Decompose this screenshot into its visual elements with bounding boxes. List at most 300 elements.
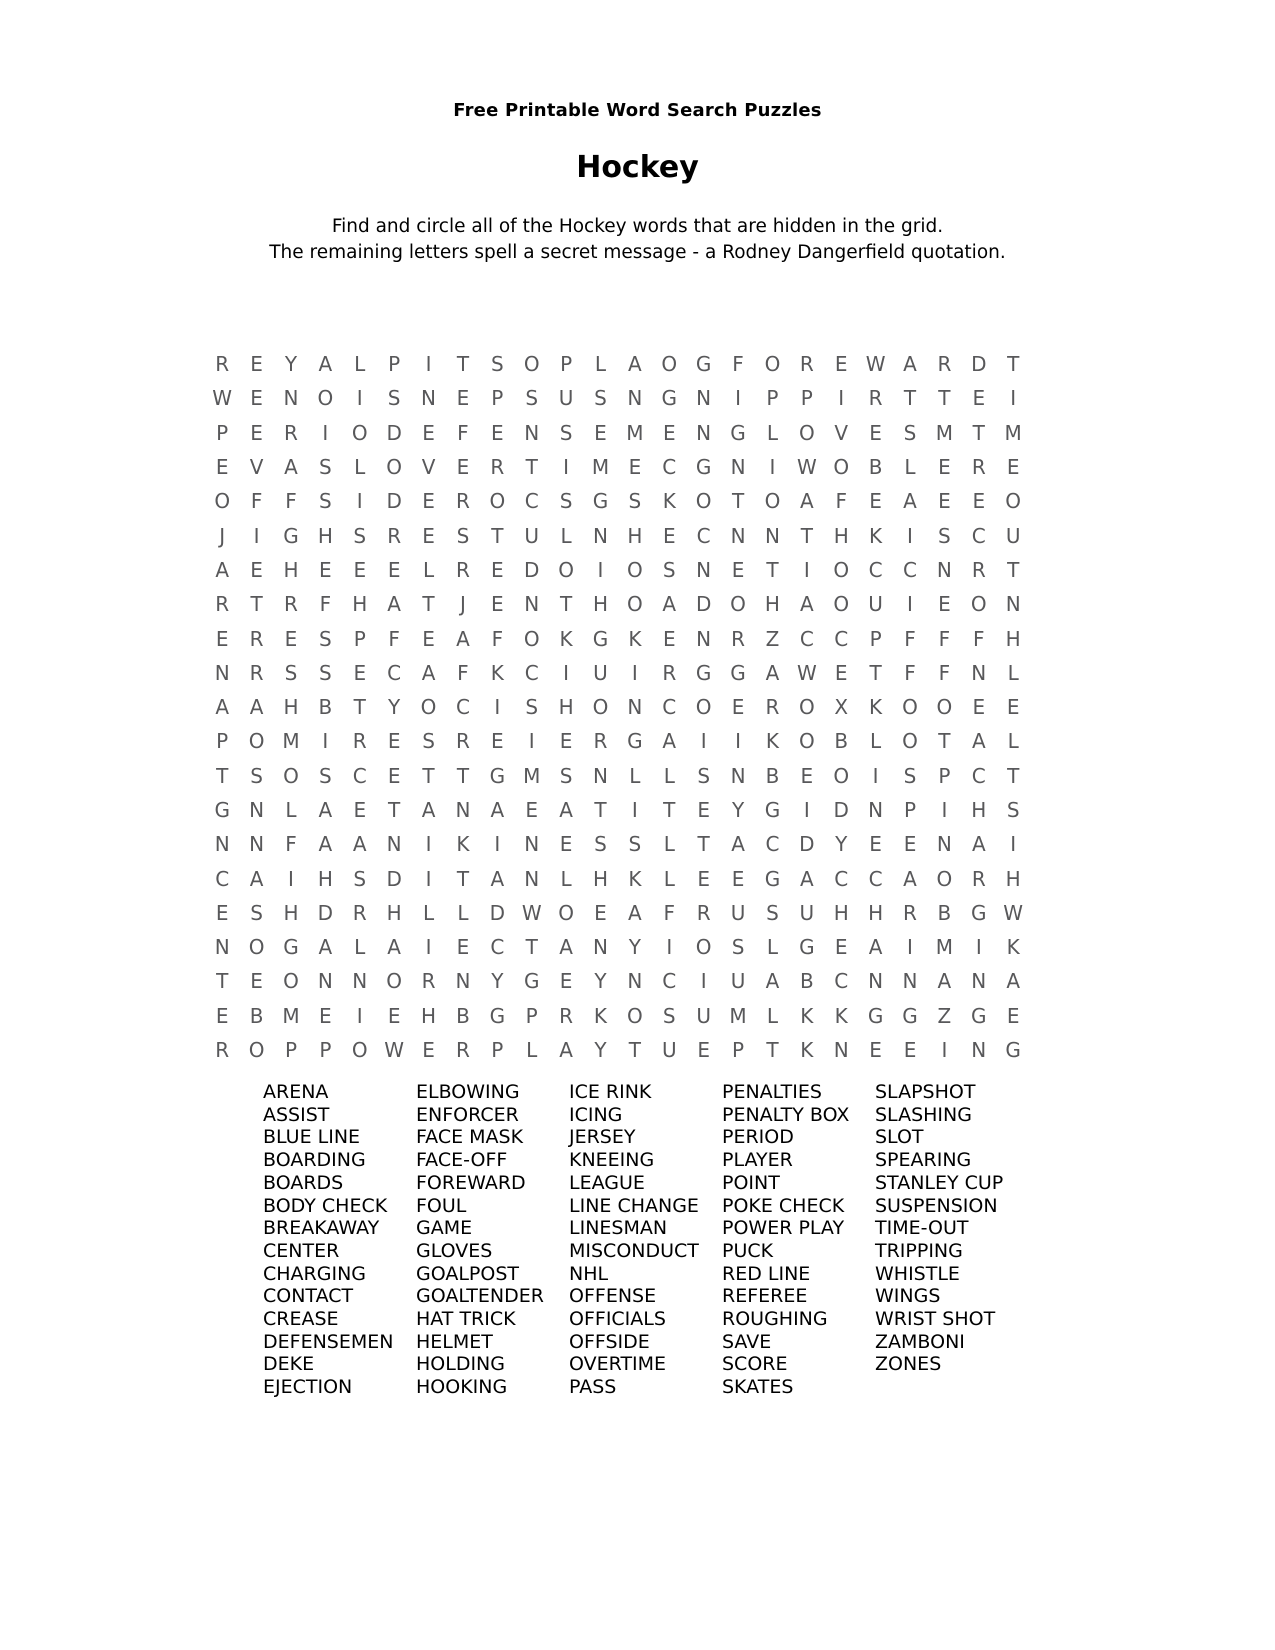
grid-cell: N bbox=[868, 798, 884, 822]
grid-cell: C bbox=[455, 695, 470, 720]
grid-cell: S bbox=[525, 695, 539, 720]
grid-cell: J bbox=[219, 523, 226, 548]
grid-cell: O bbox=[489, 489, 506, 514]
grid-cell: I bbox=[941, 798, 948, 822]
word-item: DEKE bbox=[263, 1353, 315, 1376]
grid-cell: H bbox=[352, 592, 368, 617]
word-item: OFFSIDE bbox=[569, 1330, 650, 1353]
word-item: SLAPSHOT bbox=[875, 1081, 976, 1103]
grid-cell: A bbox=[662, 729, 677, 754]
word-item: GAME bbox=[416, 1217, 473, 1240]
grid-cell: C bbox=[387, 660, 402, 685]
grid-cell: N bbox=[593, 935, 608, 960]
grid-cell: A bbox=[559, 798, 573, 822]
grid-cell: P bbox=[284, 1038, 297, 1063]
grid-cell: T bbox=[525, 935, 538, 960]
word-item: CREASE bbox=[263, 1308, 339, 1331]
grid-cell: L bbox=[663, 866, 675, 891]
word-item: PENALTIES bbox=[722, 1081, 822, 1103]
grid-cell: G bbox=[489, 763, 506, 788]
grid-cell: S bbox=[662, 557, 676, 582]
grid-cell: U bbox=[696, 1003, 711, 1028]
grid-cell: H bbox=[558, 695, 574, 720]
grid-cell: R bbox=[352, 729, 367, 754]
word-item: GLOVES bbox=[416, 1239, 493, 1262]
puzzle-title: Hockey bbox=[576, 150, 699, 185]
grid-cell: V bbox=[249, 455, 264, 480]
grid-cell: E bbox=[697, 798, 710, 822]
grid-cell: D bbox=[386, 866, 402, 891]
grid-cell: C bbox=[868, 557, 883, 582]
grid-cell: P bbox=[938, 763, 951, 788]
grid-cell: E bbox=[250, 557, 263, 582]
instructions-line-2: The remaining letters spell a secret message - a Rodney Dangerfield quotation. bbox=[269, 241, 1006, 263]
word-item: MISCONDUCT bbox=[569, 1239, 699, 1262]
grid-cell: E bbox=[387, 1003, 401, 1028]
grid-cell: E bbox=[903, 832, 917, 857]
word-item: BREAKAWAY bbox=[263, 1217, 380, 1240]
grid-cell: I bbox=[631, 798, 638, 822]
grid-cell: F bbox=[457, 420, 469, 445]
grid-cell: G bbox=[523, 969, 540, 994]
grid-cell: N bbox=[627, 386, 643, 411]
word-item: SAVE bbox=[722, 1330, 772, 1353]
grid-cell: Y bbox=[594, 969, 607, 994]
grid-cell: E bbox=[559, 969, 573, 994]
grid-cell: G bbox=[799, 935, 815, 960]
grid-cell: I bbox=[700, 969, 707, 994]
grid-cell: Y bbox=[628, 935, 641, 960]
grid-cell: L bbox=[629, 763, 641, 788]
instructions-line-1: Find and circle all of the Hockey words that are hidden in the grid. bbox=[331, 216, 944, 237]
grid-cell: E bbox=[731, 866, 745, 891]
grid-cell: O bbox=[558, 900, 574, 925]
grid-cell: P bbox=[319, 1038, 332, 1063]
grid-cell: O bbox=[798, 420, 815, 445]
grid-cell: I bbox=[563, 660, 570, 685]
grid-cell: I bbox=[528, 729, 535, 754]
word-item: STANLEY CUP bbox=[875, 1171, 1004, 1194]
grid-cell: E bbox=[834, 660, 848, 685]
word-item: WRIST SHOT bbox=[875, 1308, 996, 1331]
grid-cell: E bbox=[972, 489, 986, 514]
grid-cell: T bbox=[766, 557, 779, 582]
grid-cell: E bbox=[594, 900, 607, 925]
grid-cell: H bbox=[317, 523, 333, 548]
word-item: POWER PLAY bbox=[722, 1217, 845, 1240]
grid-cell: R bbox=[937, 352, 952, 377]
grid-cell: A bbox=[971, 832, 986, 857]
grid-cell: E bbox=[938, 489, 951, 514]
grid-cell: G bbox=[764, 798, 781, 822]
grid-cell: E bbox=[491, 729, 504, 754]
grid-cell: E bbox=[215, 626, 229, 651]
grid-cell: O bbox=[833, 763, 850, 788]
grid-cell: O bbox=[386, 455, 403, 480]
grid-cell: P bbox=[388, 352, 401, 377]
grid-cell: N bbox=[971, 660, 987, 685]
grid-cell: C bbox=[834, 969, 849, 994]
grid-cell: T bbox=[388, 798, 401, 822]
grid-cell: F bbox=[285, 489, 297, 514]
grid-cell: E bbox=[869, 489, 882, 514]
grid-cell: L bbox=[422, 900, 435, 925]
grid-cell: L bbox=[904, 455, 916, 480]
grid-cell: P bbox=[353, 626, 366, 651]
grid-cell: F bbox=[973, 626, 985, 651]
word-list bbox=[263, 1081, 1003, 1399]
grid-cell: H bbox=[833, 523, 849, 548]
grid-cell: A bbox=[318, 832, 333, 857]
grid-cell: E bbox=[422, 626, 435, 651]
word-item: SPEARING bbox=[875, 1149, 972, 1172]
grid-cell: R bbox=[284, 592, 298, 617]
grid-cell: L bbox=[1007, 729, 1019, 754]
grid-cell: R bbox=[284, 420, 298, 445]
grid-cell: O bbox=[730, 592, 746, 617]
grid-cell: H bbox=[1005, 866, 1021, 891]
grid-cell: M bbox=[935, 420, 954, 445]
grid-cell: D bbox=[971, 352, 987, 377]
grid-cell: C bbox=[971, 523, 986, 548]
word-item: PLAYER bbox=[722, 1149, 793, 1172]
grid-cell: F bbox=[732, 352, 744, 377]
grid-cell: W bbox=[212, 386, 233, 411]
grid-cell: P bbox=[560, 352, 573, 377]
word-item: BLUE LINE bbox=[263, 1126, 361, 1149]
grid-cell: I bbox=[907, 592, 913, 617]
grid-cell: A bbox=[662, 592, 677, 617]
grid-cell: Y bbox=[284, 352, 298, 377]
grid-cell: T bbox=[250, 592, 263, 617]
grid-cell: E bbox=[319, 1003, 332, 1028]
grid-cell: B bbox=[868, 455, 883, 480]
grid-cell: N bbox=[730, 523, 746, 548]
grid-cell: E bbox=[938, 592, 951, 617]
grid-cell: H bbox=[868, 900, 884, 925]
grid-cell: A bbox=[971, 729, 986, 754]
grid-cell: W bbox=[384, 1038, 405, 1063]
word-item: FACE MASK bbox=[416, 1126, 524, 1149]
word-item: WINGS bbox=[875, 1285, 941, 1308]
grid-cell: C bbox=[834, 866, 849, 891]
grid-cell: N bbox=[214, 660, 230, 685]
grid-cell: T bbox=[731, 489, 745, 514]
grid-cell: E bbox=[250, 420, 263, 445]
grid-cell: A bbox=[215, 557, 230, 582]
grid-cell: N bbox=[524, 592, 540, 617]
grid-cell: T bbox=[800, 523, 813, 548]
grid-cell: I bbox=[872, 763, 879, 788]
grid-cell: S bbox=[559, 420, 573, 445]
word-item: LINE CHANGE bbox=[569, 1194, 699, 1217]
grid-cell: L bbox=[594, 352, 607, 377]
word-item: OVERTIME bbox=[569, 1353, 667, 1376]
grid-cell: I bbox=[803, 798, 810, 822]
grid-cell: E bbox=[387, 763, 401, 788]
grid-cell: A bbox=[318, 352, 333, 377]
grid-cell: G bbox=[1005, 1038, 1021, 1063]
grid-cell: O bbox=[1005, 489, 1022, 514]
grid-cell: L bbox=[457, 900, 469, 925]
grid-cell: I bbox=[597, 557, 604, 582]
grid-cell: Y bbox=[594, 1038, 607, 1063]
grid-cell: S bbox=[766, 900, 779, 925]
grid-cell: D bbox=[386, 489, 402, 514]
grid-cell: L bbox=[663, 763, 675, 788]
word-list-column-1 bbox=[263, 1081, 416, 1399]
word-item: ZONES bbox=[875, 1353, 942, 1376]
grid-cell: A bbox=[559, 1038, 573, 1063]
grid-cell: N bbox=[352, 969, 368, 994]
grid-cell: R bbox=[249, 626, 264, 651]
grid-cell: N bbox=[421, 386, 437, 411]
word-list-column-4 bbox=[722, 1081, 875, 1399]
grid-cell: D bbox=[799, 832, 815, 857]
grid-cell: E bbox=[662, 626, 676, 651]
grid-cell: A bbox=[765, 660, 780, 685]
word-item: CENTER bbox=[263, 1239, 340, 1262]
grid-cell: E bbox=[1006, 1003, 1020, 1028]
grid-cell: A bbox=[1006, 969, 1021, 994]
grid-cell: O bbox=[936, 866, 953, 891]
grid-cell: S bbox=[697, 763, 711, 788]
grid-cell: N bbox=[455, 798, 471, 822]
grid-cell: E bbox=[972, 386, 986, 411]
grid-cell: O bbox=[661, 352, 678, 377]
word-item: ASSIST bbox=[263, 1103, 330, 1126]
grid-cell: R bbox=[696, 900, 711, 925]
grid-cell: N bbox=[627, 695, 643, 720]
grid-cell: N bbox=[455, 969, 471, 994]
grid-cell: A bbox=[456, 626, 470, 651]
grid-cell: K bbox=[800, 1003, 814, 1028]
grid-cell: F bbox=[663, 900, 676, 925]
grid-cell: O bbox=[627, 557, 643, 582]
grid-cell: E bbox=[422, 489, 435, 514]
grid-cell: O bbox=[936, 695, 953, 720]
grid-cell: W bbox=[1003, 900, 1024, 925]
grid-cell: F bbox=[904, 626, 916, 651]
grid-cell: N bbox=[696, 626, 712, 651]
grid-cell: G bbox=[730, 420, 746, 445]
grid-cell: I bbox=[322, 420, 329, 445]
grid-cell: P bbox=[766, 386, 779, 411]
grid-cell: C bbox=[490, 935, 505, 960]
grid-cell: L bbox=[560, 523, 572, 548]
grid-cell: S bbox=[938, 523, 951, 548]
grid-cell: D bbox=[833, 798, 849, 822]
grid-cell: E bbox=[559, 832, 573, 857]
grid-cell: I bbox=[356, 1003, 363, 1028]
grid-cell: R bbox=[455, 489, 470, 514]
word-item: REFEREE bbox=[722, 1285, 808, 1308]
grid-cell: E bbox=[628, 455, 642, 480]
word-item: TRIPPING bbox=[875, 1239, 963, 1262]
grid-cell: A bbox=[731, 832, 745, 857]
grid-cell: I bbox=[975, 935, 982, 960]
grid-cell: T bbox=[422, 592, 435, 617]
grid-cell: S bbox=[559, 489, 573, 514]
grid-cell: N bbox=[936, 557, 952, 582]
grid-cell: N bbox=[696, 386, 712, 411]
grid-cell: F bbox=[938, 660, 951, 685]
grid-cell: E bbox=[353, 557, 367, 582]
grid-cell: T bbox=[594, 798, 607, 822]
grid-cell: I bbox=[666, 935, 673, 960]
grid-cell: I bbox=[425, 352, 432, 377]
grid-cell: S bbox=[456, 523, 470, 548]
grid-cell: B bbox=[318, 695, 333, 720]
grid-cell: A bbox=[249, 866, 264, 891]
grid-cell: A bbox=[352, 832, 367, 857]
grid-cell: A bbox=[387, 935, 401, 960]
grid-cell: E bbox=[456, 935, 470, 960]
grid-cell: U bbox=[1005, 523, 1021, 548]
grid-cell: S bbox=[250, 900, 263, 925]
grid-cell: B bbox=[456, 1003, 470, 1028]
grid-cell: H bbox=[283, 695, 299, 720]
word-item: ENFORCER bbox=[416, 1103, 519, 1126]
grid-cell: O bbox=[214, 489, 231, 514]
grid-cell: U bbox=[730, 900, 746, 925]
grid-cell: L bbox=[560, 866, 572, 891]
grid-cell: E bbox=[491, 557, 504, 582]
grid-cell: O bbox=[283, 763, 299, 788]
grid-cell: N bbox=[524, 420, 540, 445]
grid-cell: E bbox=[353, 798, 367, 822]
grid-cell: T bbox=[628, 1038, 641, 1063]
grid-cell: R bbox=[559, 1003, 574, 1028]
grid-cell: R bbox=[971, 455, 986, 480]
grid-cell: A bbox=[799, 866, 814, 891]
grid-cell: R bbox=[765, 695, 780, 720]
grid-cell: E bbox=[834, 352, 848, 377]
grid-cell: N bbox=[627, 969, 643, 994]
grid-cell: I bbox=[631, 660, 638, 685]
grid-cell: T bbox=[491, 523, 504, 548]
grid-cell: R bbox=[799, 352, 814, 377]
grid-cell: T bbox=[456, 763, 470, 788]
word-item: FACE-OFF bbox=[416, 1149, 508, 1172]
grid-cell: Y bbox=[731, 798, 745, 822]
grid-cell: H bbox=[627, 523, 643, 548]
grid-cell: E bbox=[869, 1038, 882, 1063]
grid-cell: A bbox=[765, 969, 780, 994]
grid-cell: O bbox=[248, 729, 265, 754]
grid-cell: E bbox=[1006, 455, 1020, 480]
grid-cell: O bbox=[592, 695, 609, 720]
grid-cell: I bbox=[735, 729, 741, 754]
grid-cell: O bbox=[351, 1038, 368, 1063]
grid-cell: G bbox=[592, 489, 609, 514]
grid-cell: I bbox=[322, 729, 329, 754]
grid-cell: N bbox=[386, 832, 402, 857]
word-list-column-5 bbox=[875, 1081, 1003, 1376]
word-item: SCORE bbox=[722, 1353, 788, 1376]
grid-cell: A bbox=[318, 798, 333, 822]
grid-cell: A bbox=[387, 592, 401, 617]
grid-cell: S bbox=[731, 935, 745, 960]
grid-cell: I bbox=[425, 832, 432, 857]
grid-cell: N bbox=[593, 763, 608, 788]
grid-cell: D bbox=[386, 420, 402, 445]
grid-cell: N bbox=[764, 523, 780, 548]
grid-cell: S bbox=[662, 1003, 676, 1028]
grid-cell: O bbox=[833, 592, 850, 617]
grid-cell: S bbox=[319, 660, 332, 685]
grid-cell: H bbox=[592, 866, 609, 891]
grid-cell: W bbox=[796, 660, 817, 685]
grid-cell: I bbox=[907, 935, 913, 960]
grid-cell: P bbox=[800, 386, 813, 411]
grid-cell: O bbox=[902, 729, 918, 754]
grid-cell: O bbox=[764, 489, 781, 514]
grid-cell: T bbox=[1007, 763, 1020, 788]
grid-cell: H bbox=[283, 900, 299, 925]
grid-cell: E bbox=[869, 832, 882, 857]
grid-cell: Z bbox=[765, 626, 780, 651]
grid-cell: A bbox=[628, 900, 642, 925]
word-item: PENALTY BOX bbox=[722, 1103, 850, 1126]
grid-cell: N bbox=[249, 832, 265, 857]
grid-cell: A bbox=[490, 798, 505, 822]
grid-cell: T bbox=[766, 1038, 779, 1063]
grid-cell: E bbox=[215, 455, 229, 480]
grid-cell: L bbox=[285, 798, 297, 822]
word-item: BOARDS bbox=[263, 1171, 344, 1194]
grid-cell: E bbox=[387, 557, 401, 582]
grid-cell: P bbox=[216, 420, 229, 445]
word-item: SLOT bbox=[875, 1126, 924, 1149]
grid-cell: N bbox=[1005, 592, 1021, 617]
grid-cell: E bbox=[972, 695, 986, 720]
grid-cell: E bbox=[456, 386, 470, 411]
word-item: ICING bbox=[569, 1103, 623, 1126]
grid-cell: A bbox=[799, 489, 814, 514]
grid-cell: T bbox=[663, 798, 676, 822]
grid-cell: C bbox=[834, 626, 849, 651]
grid-cell: I bbox=[356, 386, 363, 411]
grid-cell: M bbox=[282, 729, 300, 754]
word-item: ARENA bbox=[263, 1081, 329, 1103]
word-item: GOALTENDER bbox=[416, 1285, 544, 1308]
grid-cell: A bbox=[868, 935, 883, 960]
grid-cell: H bbox=[283, 557, 299, 582]
grid-cell: C bbox=[662, 969, 677, 994]
grid-cell: O bbox=[695, 489, 712, 514]
grid-cell: T bbox=[559, 592, 573, 617]
grid-cell: O bbox=[351, 420, 368, 445]
word-item: SLASHING bbox=[875, 1103, 972, 1126]
word-item: FOREWARD bbox=[416, 1171, 526, 1194]
grid-cell: S bbox=[422, 729, 435, 754]
grid-cell: M bbox=[729, 1003, 747, 1028]
grid-cell: D bbox=[524, 557, 540, 582]
grid-cell: N bbox=[971, 1038, 987, 1063]
grid-cell: A bbox=[903, 489, 917, 514]
grid-cell: B bbox=[799, 969, 814, 994]
word-item: POKE CHECK bbox=[722, 1194, 845, 1217]
grid-cell: S bbox=[353, 523, 367, 548]
grid-cell: E bbox=[387, 729, 401, 754]
grid-cell: F bbox=[938, 626, 951, 651]
word-item: RED LINE bbox=[722, 1262, 811, 1285]
grid-cell: E bbox=[834, 935, 848, 960]
grid-cell: T bbox=[903, 386, 917, 411]
word-item: EJECTION bbox=[263, 1376, 353, 1399]
word-item: BODY CHECK bbox=[263, 1194, 388, 1217]
